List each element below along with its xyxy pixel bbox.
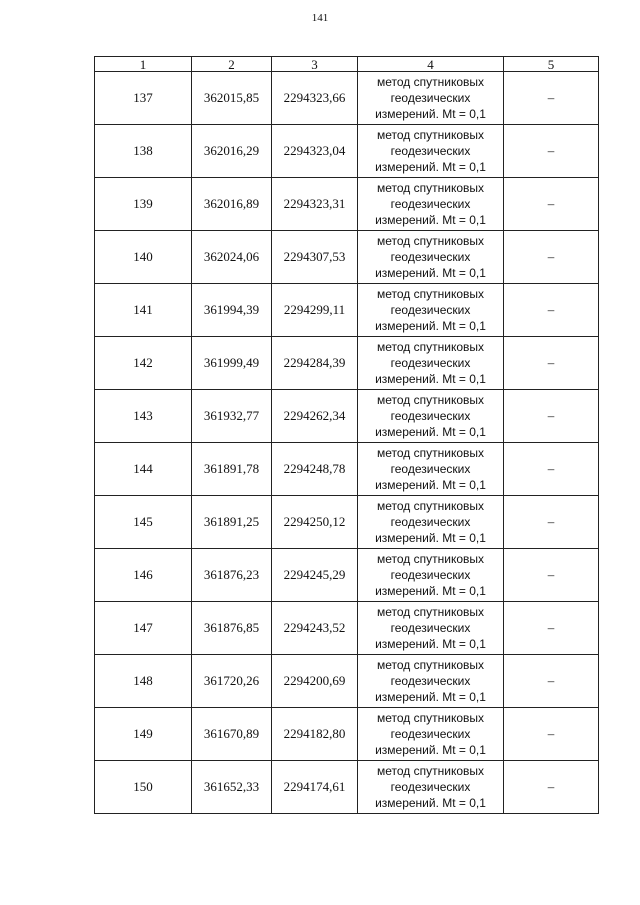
method-line: геодезических [390,197,471,211]
method-line: геодезических [390,303,471,317]
method-line: геодезических [390,727,471,741]
x-coordinate-cell: 361720,26 [192,655,272,708]
method-line: метод спутниковых [376,393,484,407]
method-line: геодезических [390,462,471,476]
method-line: измерений. Mt = 0,1 [375,160,486,174]
column-5-cell: – [504,284,599,337]
table-row [95,549,599,602]
method-line: измерений. Mt = 0,1 [375,531,486,545]
y-coordinate-cell: 2294284,39 [272,337,358,390]
point-number-cell: 141 [95,284,192,337]
y-coordinate-cell: 2294307,53 [272,231,358,284]
x-coordinate-cell: 362024,06 [192,231,272,284]
method-line: измерений. Mt = 0,1 [375,425,486,439]
x-coordinate-cell: 361932,77 [192,390,272,443]
method-line: геодезических [390,568,471,582]
x-coordinate-cell: 362015,85 [192,72,272,125]
table-row [95,72,599,125]
header-col-4: 4 [358,57,504,72]
method-line: геодезических [390,780,471,794]
table-header-row [95,57,599,72]
table-row [95,178,599,231]
y-coordinate-cell: 2294323,04 [272,125,358,178]
method-line: метод спутниковых [376,605,484,619]
method-line: геодезических [390,250,471,264]
point-number-cell: 148 [95,655,192,708]
point-number-cell: 145 [95,496,192,549]
method-line: геодезических [390,409,471,423]
method-line: геодезических [390,356,471,370]
method-line: измерений. Mt = 0,1 [375,107,486,121]
table-row [95,655,599,708]
header-col-3: 3 [272,57,358,72]
table-body [95,72,599,814]
method-cell [358,761,504,814]
method-line: геодезических [390,621,471,635]
column-5-cell: – [504,443,599,496]
y-coordinate-cell: 2294323,31 [272,178,358,231]
method-line: метод спутниковых [376,446,484,460]
table-row [95,602,599,655]
method-line: измерений. Mt = 0,1 [375,266,486,280]
method-cell [358,655,504,708]
x-coordinate-cell: 361876,23 [192,549,272,602]
method-line: метод спутниковых [376,75,484,89]
x-coordinate-cell: 361994,39 [192,284,272,337]
method-cell [358,337,504,390]
method-line: измерений. Mt = 0,1 [375,372,486,386]
point-number-cell: 142 [95,337,192,390]
method-line: метод спутниковых [376,181,484,195]
column-5-cell: – [504,178,599,231]
x-coordinate-cell: 361652,33 [192,761,272,814]
header-col-1: 1 [95,57,192,72]
y-coordinate-cell: 2294262,34 [272,390,358,443]
table-row [95,496,599,549]
y-coordinate-cell: 2294250,12 [272,496,358,549]
x-coordinate-cell: 361999,49 [192,337,272,390]
table-row [95,761,599,814]
method-line: измерений. Mt = 0,1 [375,478,486,492]
method-line: геодезических [390,91,471,105]
method-cell [358,72,504,125]
x-coordinate-cell: 361891,25 [192,496,272,549]
y-coordinate-cell: 2294243,52 [272,602,358,655]
method-line: метод спутниковых [376,340,484,354]
method-cell [358,390,504,443]
method-line: метод спутниковых [376,552,484,566]
table-row [95,125,599,178]
table-row [95,231,599,284]
column-5-cell: – [504,72,599,125]
method-cell [358,231,504,284]
table-row [95,443,599,496]
method-line: метод спутниковых [376,499,484,513]
column-5-cell: – [504,337,599,390]
x-coordinate-cell: 361670,89 [192,708,272,761]
x-coordinate-cell: 361891,78 [192,443,272,496]
column-5-cell: – [504,125,599,178]
point-number-cell: 138 [95,125,192,178]
method-line: измерений. Mt = 0,1 [375,690,486,704]
y-coordinate-cell: 2294299,11 [272,284,358,337]
point-number-cell: 147 [95,602,192,655]
table-row [95,708,599,761]
point-number-cell: 143 [95,390,192,443]
x-coordinate-cell: 362016,89 [192,178,272,231]
header-col-2: 2 [192,57,272,72]
method-line: метод спутниковых [376,287,484,301]
column-5-cell: – [504,390,599,443]
column-5-cell: – [504,496,599,549]
method-line: геодезических [390,515,471,529]
y-coordinate-cell: 2294245,29 [272,549,358,602]
method-cell [358,178,504,231]
point-number-cell: 140 [95,231,192,284]
method-line: метод спутниковых [376,128,484,142]
coordinates-table [94,56,599,814]
x-coordinate-cell: 362016,29 [192,125,272,178]
method-line: измерений. Mt = 0,1 [375,584,486,598]
method-line: метод спутниковых [376,711,484,725]
column-5-cell: – [504,655,599,708]
method-line: метод спутниковых [376,658,484,672]
method-cell [358,284,504,337]
column-5-cell: – [504,708,599,761]
column-5-cell: – [504,549,599,602]
method-cell [358,443,504,496]
point-number-cell: 137 [95,72,192,125]
column-5-cell: – [504,761,599,814]
method-line: измерений. Mt = 0,1 [375,743,486,757]
x-coordinate-cell: 361876,85 [192,602,272,655]
point-number-cell: 149 [95,708,192,761]
method-cell [358,496,504,549]
column-5-cell: – [504,231,599,284]
table-row [95,337,599,390]
method-line: геодезических [390,144,471,158]
method-line: измерений. Mt = 0,1 [375,796,486,810]
y-coordinate-cell: 2294200,69 [272,655,358,708]
method-cell [358,125,504,178]
column-5-cell: – [504,602,599,655]
point-number-cell: 139 [95,178,192,231]
header-col-5: 5 [504,57,599,72]
method-cell [358,549,504,602]
method-line: геодезических [390,674,471,688]
point-number-cell: 144 [95,443,192,496]
point-number-cell: 150 [95,761,192,814]
method-line: измерений. Mt = 0,1 [375,319,486,333]
method-line: метод спутниковых [376,764,484,778]
table-row [95,284,599,337]
y-coordinate-cell: 2294174,61 [272,761,358,814]
method-cell [358,602,504,655]
method-line: измерений. Mt = 0,1 [375,637,486,651]
page-number: 141 [311,12,329,24]
y-coordinate-cell: 2294323,66 [272,72,358,125]
method-cell [358,708,504,761]
y-coordinate-cell: 2294182,80 [272,708,358,761]
point-number-cell: 146 [95,549,192,602]
y-coordinate-cell: 2294248,78 [272,443,358,496]
method-line: метод спутниковых [376,234,484,248]
table-row [95,390,599,443]
method-line: измерений. Mt = 0,1 [375,213,486,227]
